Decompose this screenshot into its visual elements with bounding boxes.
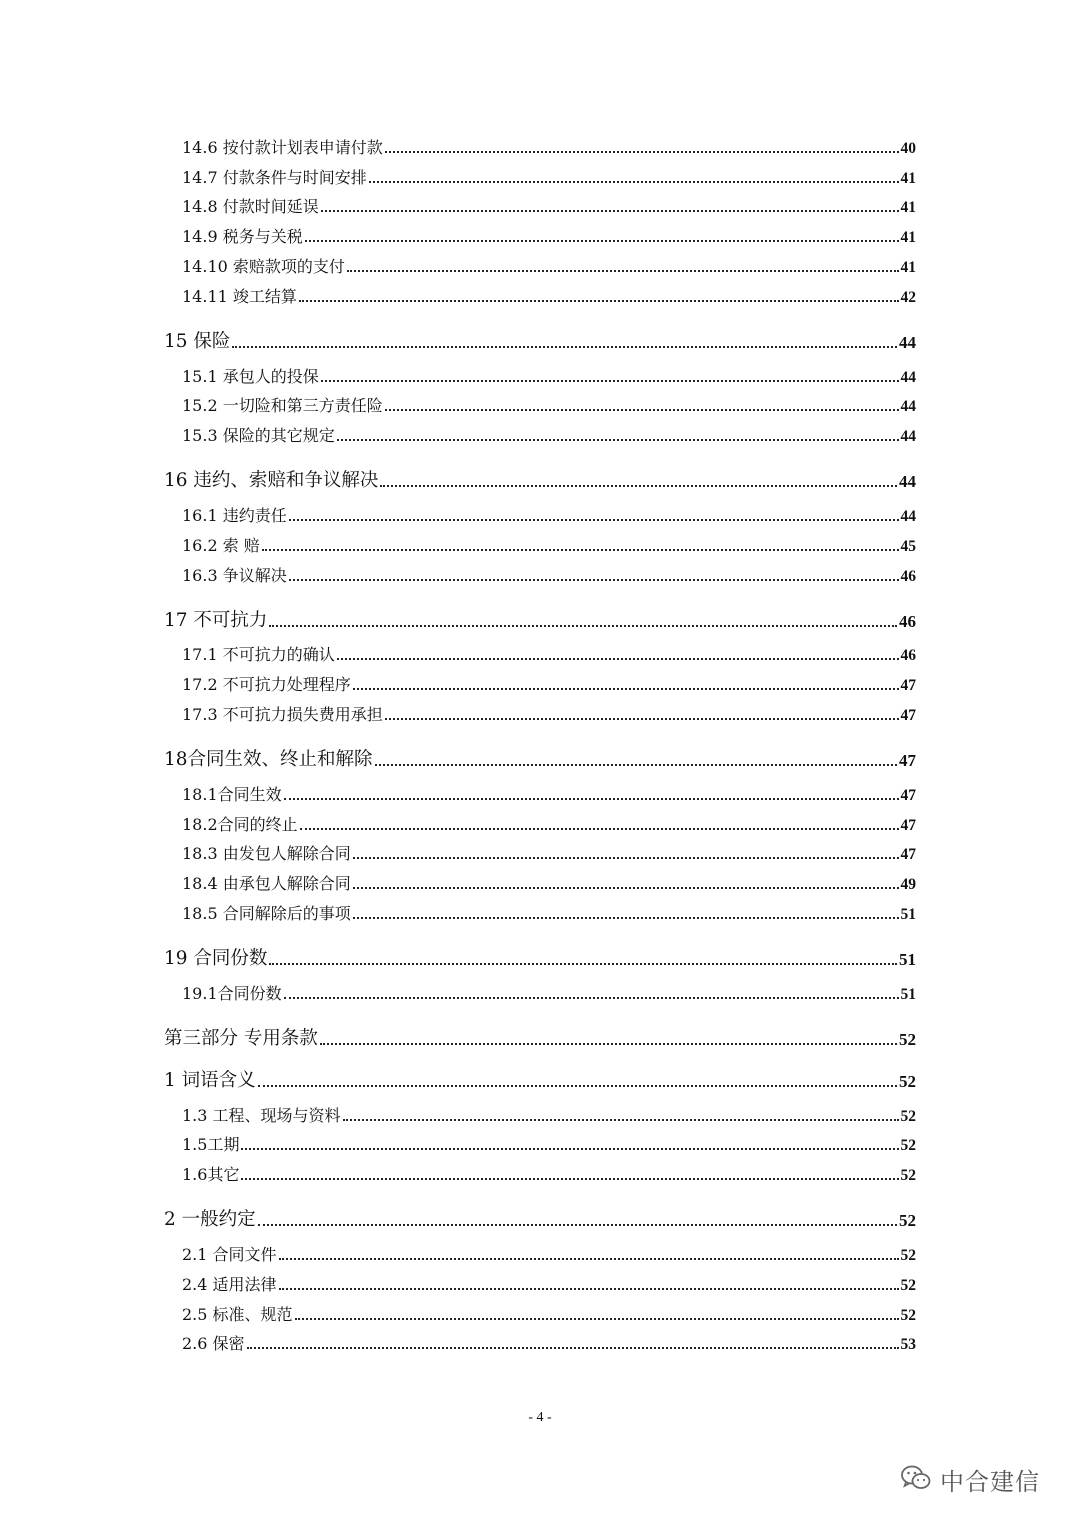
- toc-entry-page: 52: [899, 1071, 916, 1091]
- toc-leader-dots: [353, 917, 899, 919]
- toc-entry-page: 51: [900, 905, 916, 923]
- toc-entry-page: 51: [899, 949, 916, 969]
- toc-leader-dots: [385, 151, 899, 153]
- toc-leader-dots: [300, 828, 899, 830]
- toc-entry-page: 49: [900, 876, 916, 894]
- toc-section-entry: [164, 590, 916, 632]
- toc-entry-label: 17 不可抗力: [164, 609, 268, 631]
- toc-entry-page: 47: [900, 677, 916, 695]
- toc-leader-dots: [299, 300, 899, 302]
- toc-entry-page: 44: [900, 507, 916, 525]
- toc-entry-label: 2.6 保密: [182, 1334, 245, 1354]
- toc-leader-dots: [241, 1148, 898, 1150]
- toc-subsection-entry: [182, 158, 916, 188]
- toc-entry-label: 18.2合同的终止: [182, 814, 298, 834]
- toc-entry-label: 17.2 不可抗力处理程序: [182, 675, 351, 695]
- toc-leader-dots: [353, 887, 899, 889]
- toc-subsection-entry: [182, 357, 916, 387]
- wechat-icon: [900, 1464, 932, 1496]
- page-number: - 4 -: [528, 1410, 552, 1425]
- toc-entry-page: 45: [900, 537, 916, 555]
- toc-entry-label: 1.5工期: [182, 1135, 240, 1155]
- toc-subsection-entry: [182, 1325, 916, 1355]
- watermark-text: 中合建信: [940, 1468, 1040, 1496]
- toc-entry-page: 52: [899, 1029, 916, 1049]
- toc-subsection-entry: [182, 805, 916, 835]
- toc-leader-dots: [305, 240, 899, 242]
- toc-subsection-entry: [182, 526, 916, 556]
- toc-entry-page: 41: [900, 169, 916, 187]
- toc-entry-label: 16.3 争议解决: [182, 565, 287, 585]
- toc-entry-label: 14.9 税务与关税: [182, 227, 303, 247]
- toc-entry-label: 17.3 不可抗力损失费用承担: [182, 704, 383, 724]
- toc-section-entry: [164, 1050, 916, 1092]
- toc-entry-label: 18.5 合同解除后的事项: [182, 903, 351, 923]
- toc-entry-label: 18合同生效、终止和解除: [164, 748, 373, 770]
- toc-entry-page: 52: [900, 1167, 916, 1185]
- toc-entry-label: 15.3 保险的其它规定: [182, 426, 335, 446]
- toc-entry-page: 46: [900, 567, 916, 585]
- toc-entry-page: 44: [900, 398, 916, 416]
- toc-section-entry: [164, 450, 916, 492]
- toc-leader-dots: [258, 1085, 897, 1087]
- toc-subsection-entry: [182, 1126, 916, 1156]
- toc-entry-page: 47: [900, 816, 916, 834]
- watermark: [900, 1462, 1040, 1497]
- toc-entry-label: 14.8 付款时间延误: [182, 197, 319, 217]
- toc-leader-dots: [279, 1288, 899, 1290]
- toc-entry-label: 1.6其它: [182, 1165, 240, 1185]
- toc-entry-page: 53: [900, 1336, 916, 1354]
- toc-leader-dots: [353, 857, 899, 859]
- toc-entry-page: 47: [899, 750, 916, 770]
- toc-leader-dots: [232, 346, 897, 348]
- toc-entry-label: 16.2 索 赔: [182, 535, 260, 555]
- toc-leader-dots: [269, 963, 897, 965]
- toc-leader-dots: [375, 764, 897, 766]
- toc-subsection-entry: [182, 894, 916, 924]
- toc-entry-label: 14.10 索赔款项的支付: [182, 256, 345, 276]
- toc-subsection-entry: [182, 1295, 916, 1325]
- toc-leader-dots: [284, 997, 899, 999]
- toc-section-entry: [164, 729, 916, 771]
- toc-leader-dots: [320, 1043, 897, 1045]
- toc-subsection-entry: [182, 775, 916, 805]
- toc-entry-page: 52: [899, 1211, 916, 1231]
- toc-leader-dots: [353, 688, 899, 690]
- toc-leader-dots: [343, 1119, 899, 1121]
- toc-section-entry: [164, 928, 916, 970]
- toc-subsection-entry: [182, 496, 916, 526]
- toc-entry-page: 41: [900, 258, 916, 276]
- toc-leader-dots: [247, 1347, 899, 1349]
- toc-subsection-entry: [182, 636, 916, 666]
- toc-entry-page: 44: [899, 472, 916, 492]
- toc-entry-page: 40: [900, 139, 916, 157]
- toc-leader-dots: [347, 270, 899, 272]
- toc-subsection-entry: [182, 665, 916, 695]
- toc-subsection-entry: [182, 217, 916, 247]
- toc-entry-label: 15.1 承包人的投保: [182, 366, 319, 386]
- toc-entry-page: 52: [900, 1137, 916, 1155]
- toc-entry-page: 52: [900, 1276, 916, 1294]
- toc-entry-page: 46: [899, 611, 916, 631]
- toc-subsection-entry: [182, 835, 916, 865]
- toc-entry-page: 41: [900, 229, 916, 247]
- toc-leader-dots: [337, 658, 899, 660]
- toc-subsection-entry: [182, 387, 916, 417]
- toc-entry-label: 2.5 标准、规范: [182, 1304, 293, 1324]
- toc-entry-page: 44: [899, 332, 916, 352]
- toc-entry-label: 15.2 一切险和第三方责任险: [182, 396, 383, 416]
- toc-entry-page: 47: [900, 846, 916, 864]
- toc-leader-dots: [279, 1258, 899, 1260]
- toc-subsection-entry: [182, 128, 916, 158]
- toc-leader-dots: [262, 549, 899, 551]
- toc-subsection-entry: [182, 188, 916, 218]
- toc-entry-page: 52: [900, 1246, 916, 1264]
- toc-entry-page: 46: [900, 647, 916, 665]
- toc-subsection-entry: [182, 1096, 916, 1126]
- toc-entry-label: 2.4 适用法律: [182, 1274, 277, 1294]
- toc-entry-label: 19 合同份数: [164, 947, 268, 969]
- toc-entry-page: 44: [900, 428, 916, 446]
- toc-leader-dots: [289, 519, 899, 521]
- toc-subsection-entry: [182, 864, 916, 894]
- toc-subsection-entry: [182, 974, 916, 1004]
- toc-entry-label: 16.1 违约责任: [182, 505, 287, 525]
- toc-subsection-entry: [182, 695, 916, 725]
- toc-leader-dots: [241, 1178, 898, 1180]
- toc-entry-label: 14.11 竣工结算: [182, 286, 297, 306]
- toc-entry-label: 2 一般约定: [164, 1209, 256, 1231]
- toc-entry-label: 第三部分 专用条款: [164, 1027, 318, 1049]
- toc-entry-page: 52: [900, 1107, 916, 1125]
- toc-entry-page: 47: [900, 786, 916, 804]
- toc-entry-label: 18.4 由承包人解除合同: [182, 874, 351, 894]
- toc-subsection-entry: [182, 1235, 916, 1265]
- toc-subsection-entry: [182, 556, 916, 586]
- toc-entry-label: 14.6 按付款计划表申请付款: [182, 137, 383, 157]
- toc-subsection-entry: [182, 247, 916, 277]
- toc-leader-dots: [369, 181, 899, 183]
- toc-entry-label: 19.1合同份数: [182, 983, 282, 1003]
- toc-entry-page: 41: [900, 199, 916, 217]
- toc-leader-dots: [385, 409, 899, 411]
- toc-leader-dots: [258, 1224, 897, 1226]
- toc-entry-label: 16 违约、索赔和争议解决: [164, 470, 379, 492]
- toc-leader-dots: [321, 210, 899, 212]
- toc-entry-label: 17.1 不可抗力的确认: [182, 645, 335, 665]
- toc-leader-dots: [295, 1318, 899, 1320]
- toc-entry-page: 47: [900, 706, 916, 724]
- toc-entry-page: 52: [900, 1306, 916, 1324]
- toc-leader-dots: [284, 798, 899, 800]
- toc-entry-label: 1 词语含义: [164, 1069, 256, 1091]
- toc-subsection-entry: [182, 277, 916, 307]
- toc-entry-label: 1.3 工程、现场与资料: [182, 1105, 341, 1125]
- toc-section-entry: [164, 1008, 916, 1050]
- toc-leader-dots: [337, 439, 899, 441]
- toc-entry-page: 44: [900, 368, 916, 386]
- toc-entry-label: 18.3 由发包人解除合同: [182, 844, 351, 864]
- toc-leader-dots: [269, 625, 897, 627]
- toc-section-entry: [164, 311, 916, 353]
- toc-entry-label: 14.7 付款条件与时间安排: [182, 167, 367, 187]
- toc-entry-label: 15 保险: [164, 330, 231, 352]
- toc-leader-dots: [380, 485, 897, 487]
- toc-subsection-entry: [182, 416, 916, 446]
- toc-section-entry: [164, 1189, 916, 1231]
- toc-subsection-entry: [182, 1265, 916, 1295]
- toc-leader-dots: [321, 380, 899, 382]
- toc-entry-page: 42: [900, 288, 916, 306]
- toc-entry-page: 51: [900, 985, 916, 1003]
- toc-entry-label: 18.1合同生效: [182, 784, 282, 804]
- toc-leader-dots: [385, 718, 899, 720]
- table-of-contents: [164, 128, 916, 1354]
- toc-leader-dots: [289, 579, 899, 581]
- toc-subsection-entry: [182, 1155, 916, 1185]
- toc-entry-label: 2.1 合同文件: [182, 1244, 277, 1264]
